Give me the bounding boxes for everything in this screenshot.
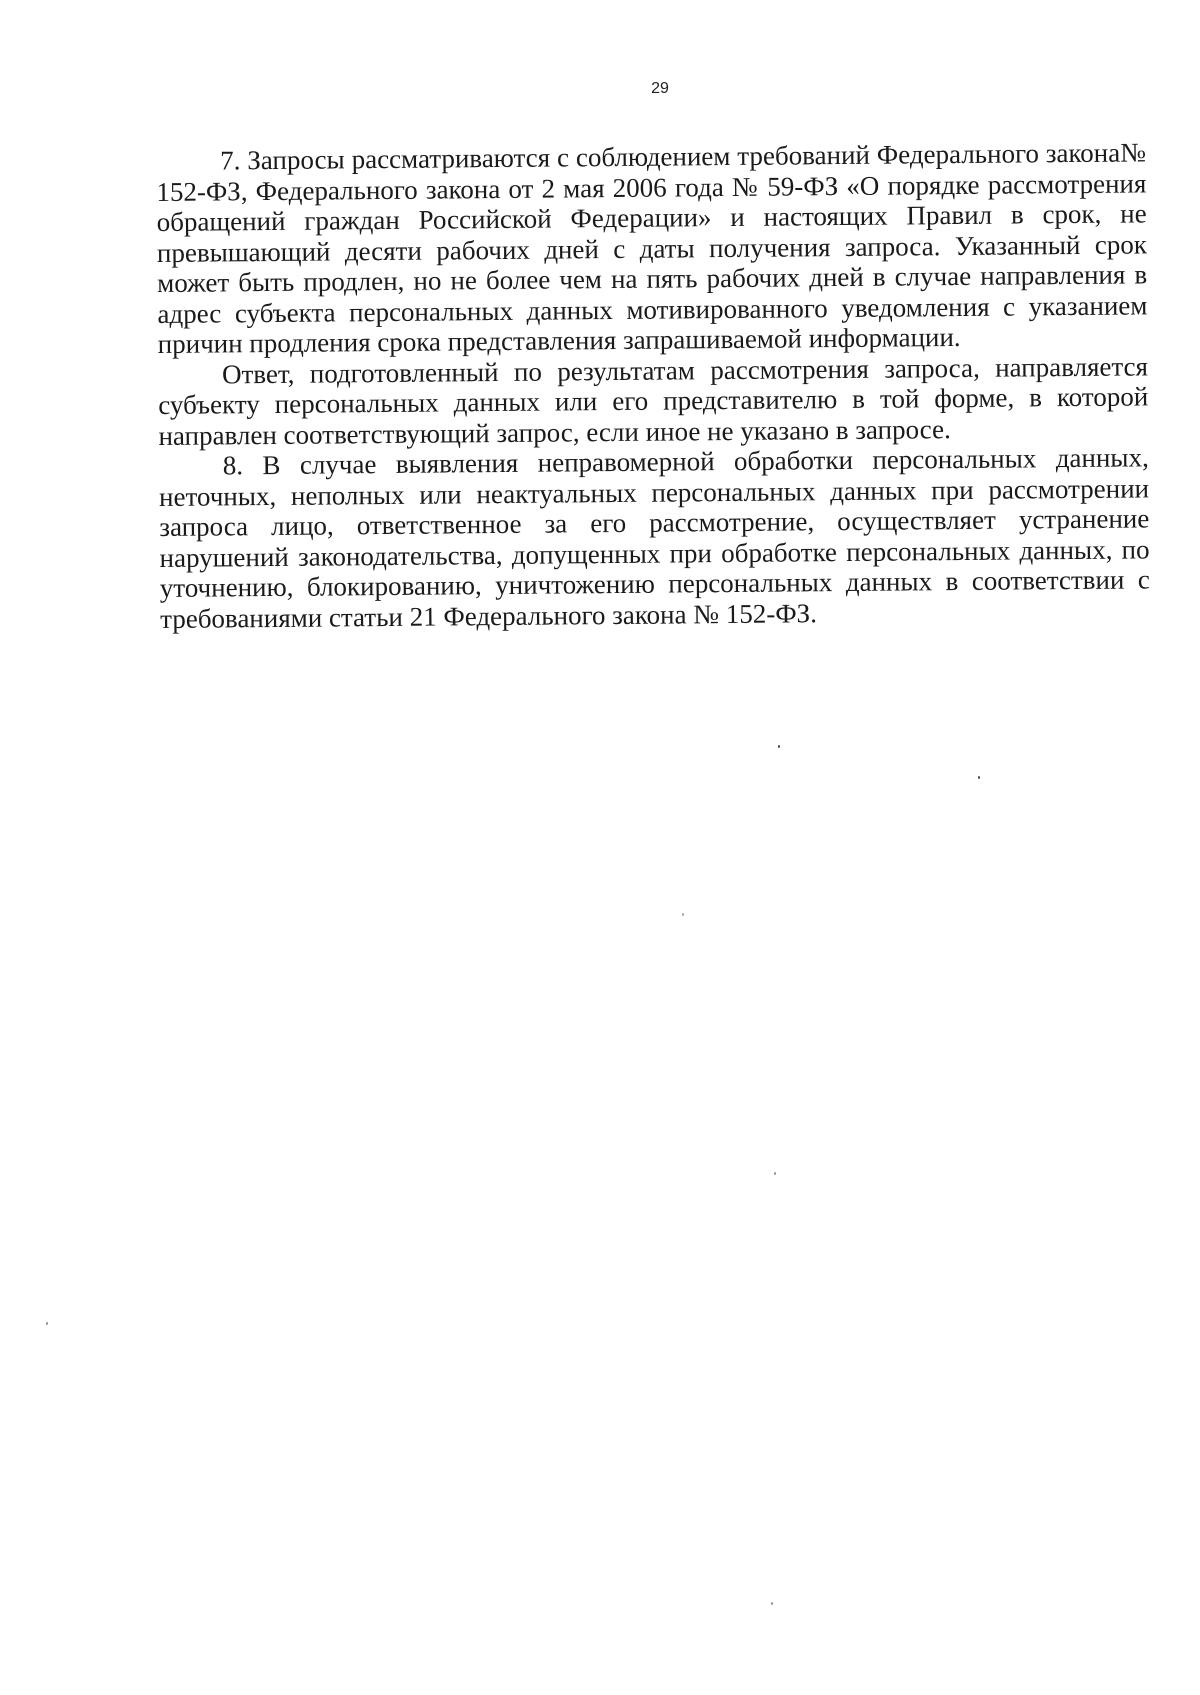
scan-speck bbox=[978, 776, 980, 779]
scan-speck bbox=[774, 1172, 776, 1175]
page-number: 29 bbox=[651, 80, 669, 97]
scan-speck bbox=[682, 913, 684, 916]
scan-speck bbox=[778, 745, 780, 748]
scan-speck bbox=[46, 1322, 48, 1325]
paragraph-7: 7. Запросы рассматриваются с соблюдением требований Федерального закона№ 152-ФЗ, Федерального закона от 2 мая 2006 года № 59-ФЗ «О порядке рассмотрения обращений граждан Российской Федерации» и настоящих Правил в срок, не превышающий десяти рабочих дней с даты получения запроса. Указанный срок может быть продлен, но не более чем на пять рабочих дней в случае направления в адрес субъекта персональных данных мотивированного уведомления с указанием причин продления срока представления запрашиваемой информации. bbox=[156, 137, 1148, 359]
paragraph-8: 8. В случае выявления неправомерной обработки персональных данных, неточных, неполных или неактуальных персональных данных при рассмотрении запроса лицо, ответственное за его рассмотрение, осуществляет устранение нарушений законодательства, допущенных при обработке персональных данных, по уточнению, блокированию, уничтожению персональных данных в соответствии с требованиями статьи 21 Федерального закона № 152-ФЗ. bbox=[158, 442, 1150, 634]
document-body bbox=[156, 137, 1150, 634]
scan-speck bbox=[771, 1602, 773, 1605]
paragraph-response: Ответ, подготовленный по результатам рассмотрения запроса, направляется субъекту персональных данных или его представителю в той форме, в которой направлен соответствующий запрос, если иное не указано в запросе. bbox=[158, 350, 1149, 451]
